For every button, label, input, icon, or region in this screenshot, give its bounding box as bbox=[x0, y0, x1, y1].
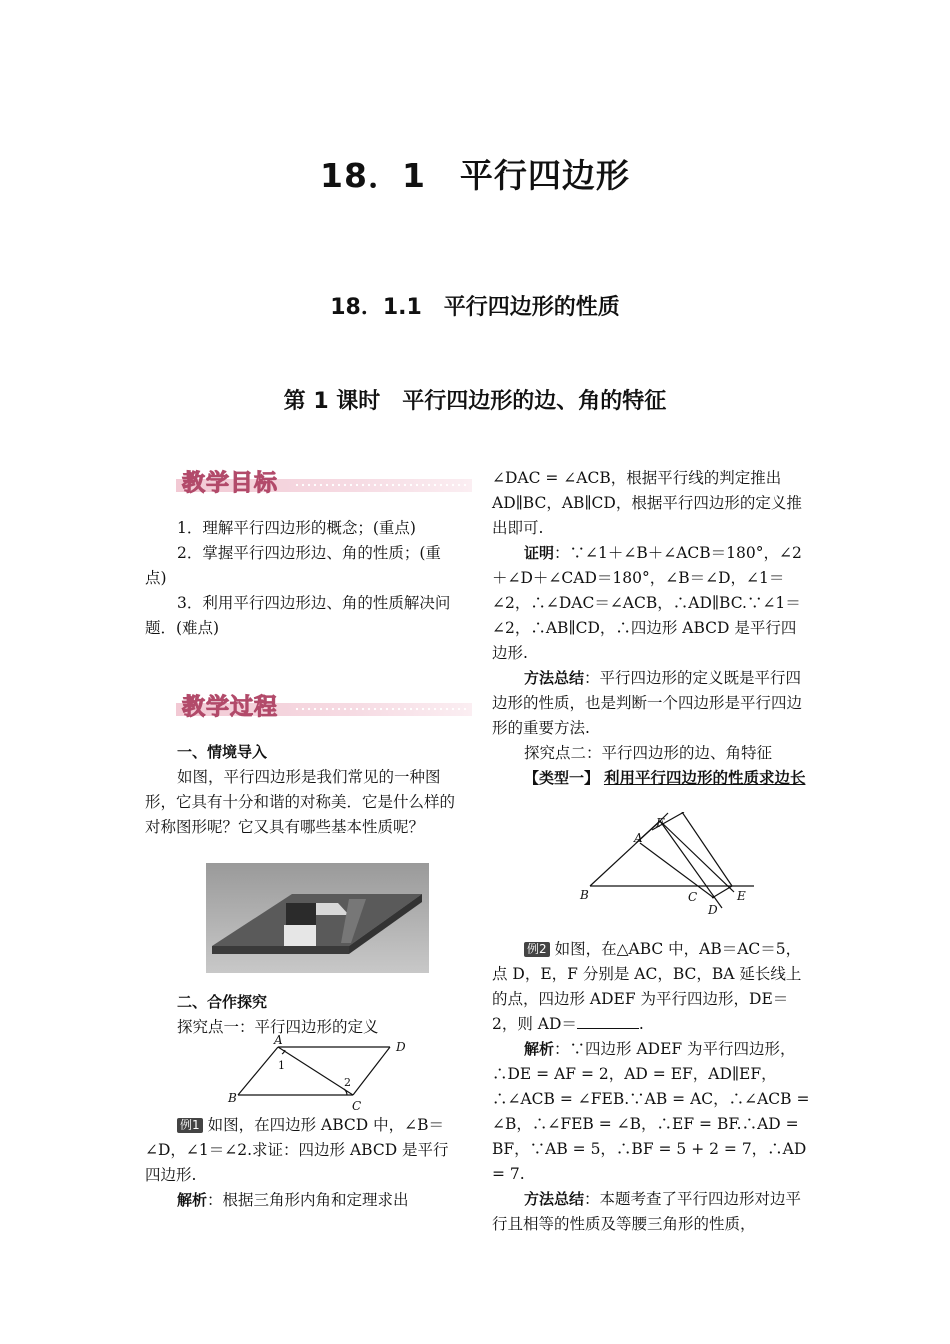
explore-block bbox=[145, 990, 461, 1040]
goal-item: 1．理解平行四边形的概念；(重点) bbox=[177, 519, 416, 537]
example1-badge: 例1 bbox=[177, 1118, 203, 1133]
fig1-label-angle1: 1 bbox=[278, 1059, 285, 1072]
figure-triangle-abc bbox=[574, 812, 794, 920]
intro-block bbox=[145, 740, 461, 840]
example2-block bbox=[492, 937, 810, 1237]
proof-label: 证明 bbox=[524, 544, 555, 562]
example2-analysis bbox=[492, 1037, 810, 1187]
analysis-label: 解析 bbox=[177, 1191, 208, 1209]
fig1-label-d: D bbox=[396, 1040, 406, 1054]
explore-heading: 探究点一：平行四边形的定义 bbox=[177, 1018, 379, 1036]
example2-text bbox=[492, 937, 810, 1037]
process-banner bbox=[176, 692, 472, 720]
fig2-label-a: A bbox=[634, 831, 643, 845]
type-text: 利用平行四边形的性质求边长 bbox=[603, 769, 806, 787]
type-label: 【类型一】 bbox=[524, 769, 600, 787]
fig1-label-c: C bbox=[352, 1099, 362, 1113]
fig1-label-a: A bbox=[274, 1034, 283, 1047]
method-label: 方法总结 bbox=[524, 1190, 585, 1208]
analysis-continuation: ∠DAC = ∠ACB，根据平行线的判定推出 AD∥BC，AB∥CD，根据平行四边形的定义推出即可. bbox=[492, 469, 802, 537]
method-summary-2 bbox=[492, 1187, 810, 1237]
explore-heading-2: 探究点二：平行四边形的边、角特征 bbox=[524, 744, 773, 762]
goals-banner-text: 教学目标 bbox=[182, 470, 278, 496]
parallelogram-photo bbox=[206, 863, 429, 973]
fig2-label-c: C bbox=[688, 890, 698, 904]
goal-item: 3．利用平行四边形边、角的性质解决问题．(难点) bbox=[145, 594, 451, 637]
section-heading: 一、情境导入 bbox=[177, 743, 268, 761]
fig2-label-e: E bbox=[737, 889, 746, 903]
process-banner-text: 教学过程 bbox=[182, 694, 278, 720]
page-title: 18．1 平行四边形 bbox=[320, 156, 630, 195]
fig1-label-b: B bbox=[228, 1091, 237, 1105]
example1-text bbox=[145, 1113, 461, 1188]
figure-parallelogram-abcd bbox=[222, 1034, 422, 1116]
goals-banner bbox=[176, 468, 472, 496]
example2-body: 如图，在△ABC 中，AB＝AC＝5，点 D，E，F 分别是 AC，BC，BA 延长线上的点，四边形 ADEF 为平行四边形，DE＝2，则 AD＝ bbox=[492, 940, 802, 1033]
type-heading bbox=[492, 766, 810, 791]
method-text: ：本题考查了平行四边形对边平行且相等的性质及等腰三角形的性质， bbox=[492, 1190, 802, 1233]
analysis-label: 解析 bbox=[524, 1040, 555, 1058]
analysis-text: ：∵四边形 ADEF 为平行四边形，∴DE = AF = 2，AD = EF，AD∥EF，∴∠ACB = ∠FEB.∵AB = AC，∴∠ACB = ∠B，∴∠FEB = ∠B，∴EF = BF.∴AD = BF，∵AB = 5，∴BF = 5 + 2 = 7，∴AD = 7. bbox=[492, 1040, 810, 1183]
lesson-title: 第 1 课时 平行四边形的边、角的特征 bbox=[283, 389, 667, 414]
method-label: 方法总结 bbox=[524, 669, 585, 687]
goal-item: 2．掌握平行四边形边、角的性质；(重点) bbox=[145, 544, 441, 587]
goals-list bbox=[145, 516, 461, 641]
section-subtitle: 18．1.1 平行四边形的性质 bbox=[330, 295, 620, 320]
example1-block bbox=[145, 1113, 461, 1213]
intro-paragraph: 如图，平行四边形是我们常见的一种图形，它具有十分和谐的对称美．它是什么样的对称图形呢？它又具有哪些基本性质呢？ bbox=[145, 768, 456, 836]
analysis-text: ：根据三角形内角和定理求出 bbox=[207, 1191, 409, 1209]
fig2-label-b: B bbox=[580, 888, 589, 902]
example2-badge: 例2 bbox=[524, 942, 550, 957]
example1-body: 如图，在四边形 ABCD 中，∠B＝∠D，∠1＝∠2.求证：四边形 ABCD 是平行四边形. bbox=[145, 1116, 449, 1184]
answer-blank bbox=[577, 1014, 639, 1029]
method-summary-1 bbox=[492, 666, 810, 741]
fig1-label-angle2: 2 bbox=[344, 1076, 351, 1089]
fig2-label-f: F bbox=[656, 816, 665, 830]
method-text: ：平行四边形的定义既是平行四边形的性质，也是判断一个四边形是平行四边形的重要方法. bbox=[492, 669, 803, 737]
example2-end: . bbox=[638, 1015, 644, 1033]
fig2-label-d: D bbox=[708, 903, 718, 917]
proof-text: ：∵∠1＋∠B＋∠ACB＝180°，∠2＋∠D＋∠CAD＝180°，∠B＝∠D，∠1＝∠2，∴∠DAC＝∠ACB，∴AD∥BC.∵∠1＝∠2，∴AB∥CD，∴四边形 ABCD 是平行四边形. bbox=[492, 544, 802, 662]
right-top-block bbox=[492, 466, 810, 791]
proof-paragraph bbox=[492, 541, 810, 666]
example1-analysis bbox=[145, 1188, 461, 1213]
section-heading: 二、合作探究 bbox=[177, 993, 268, 1011]
